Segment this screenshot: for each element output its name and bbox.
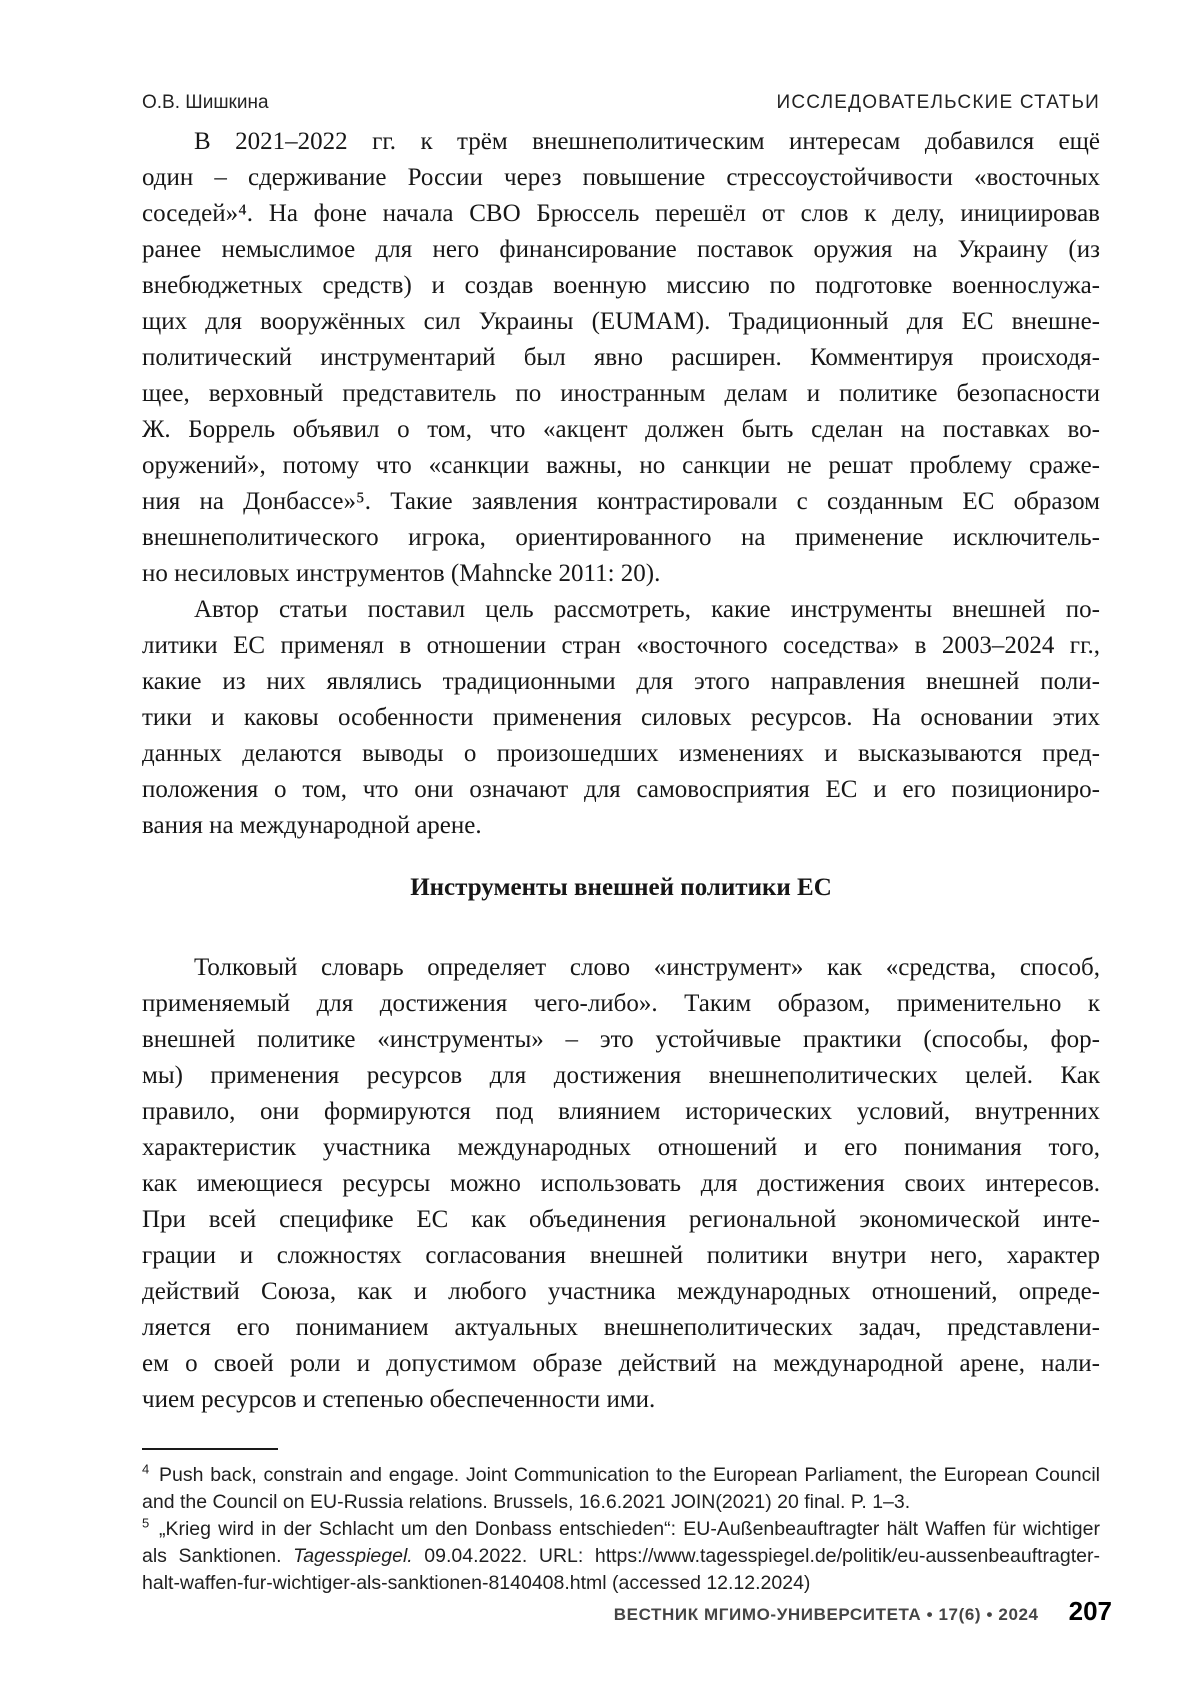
text-line: мы) применения ресурсов для достижения внешнеполитических целей. Как bbox=[142, 1062, 1100, 1089]
text-line: тики и каковы особенности применения силовых ресурсов. На основании этих bbox=[142, 704, 1100, 731]
text-line: внешнеполитического игрока, ориентированного на применение исключитель- bbox=[142, 524, 1100, 551]
text-line: чием ресурсов и степенью обеспеченности ими. bbox=[142, 1386, 656, 1413]
footnote-number: 4 bbox=[142, 1461, 150, 1477]
text-line: литики ЕС применял в отношении стран «восточного соседства» в 2003–2024 гг., bbox=[142, 632, 1100, 659]
running-head-section: ИССЛЕДОВАТЕЛЬСКИЕ СТАТЬИ bbox=[776, 92, 1100, 113]
text-line: Толковый словарь определяет слово «инструмент» как «средства, способ, bbox=[194, 954, 1100, 981]
text-line: как имеющиеся ресурсы можно использовать для достижения своих интересов. bbox=[142, 1170, 1100, 1197]
text-line: применяемый для достижения чего-либо». Таким образом, применительно к bbox=[142, 990, 1100, 1017]
text-line: один – сдерживание России через повышение стрессоустойчивости «восточных bbox=[142, 164, 1100, 191]
text-line: характеристик участника международных отношений и его понимания того, bbox=[142, 1134, 1100, 1161]
text-line: правило, они формируются под влиянием исторических условий, внутренних bbox=[142, 1098, 1100, 1125]
footnote-separator-rule bbox=[142, 1448, 278, 1450]
text-line: вания на международной арене. bbox=[142, 812, 482, 839]
footnote-number: 5 bbox=[142, 1515, 150, 1531]
paragraph bbox=[142, 592, 1100, 844]
text-line: щее, верховный представитель по иностранным делам и политике безопасности bbox=[142, 380, 1100, 407]
page-footer bbox=[614, 1596, 1112, 1627]
footer-page-number: 207 bbox=[1068, 1596, 1112, 1626]
text-line: оружений», потому что «санкции важны, но санкции не решат проблему сраже- bbox=[142, 452, 1100, 479]
footnotes-block bbox=[142, 1448, 1100, 1597]
text-line: но несиловых инструментов (Mahncke 2011: 20). bbox=[142, 560, 661, 587]
footnote-4 bbox=[142, 1462, 1100, 1516]
text-line: политический инструментарий был явно расширен. Комментируя происходя- bbox=[142, 344, 1100, 371]
text-line: В 2021–2022 гг. к трём внешнеполитическим интересам добавился ещё bbox=[194, 128, 1100, 155]
footnotes-list bbox=[142, 1462, 1100, 1597]
text-line: действий Союза, как и любого участника международных отношений, опреде- bbox=[142, 1278, 1100, 1305]
text-line: Ж. Боррель объявил о том, что «акцент должен быть сделан на поставках во- bbox=[142, 416, 1100, 443]
paragraph bbox=[142, 950, 1100, 1418]
text-line: положения о том, что они означают для самовосприятия ЕС и его позициониро- bbox=[142, 776, 1100, 803]
text-line: какие из них являлись традиционными для этого направления внешней поли- bbox=[142, 668, 1100, 695]
text-line: грации и сложностях согласования внешней политики внутри него, характер bbox=[142, 1242, 1100, 1269]
footnote-5 bbox=[142, 1516, 1100, 1597]
text-line: данных делаются выводы о произошедших изменениях и высказываются пред- bbox=[142, 740, 1100, 767]
footnote-source-title: Tagesspiegel. bbox=[293, 1545, 413, 1567]
text-line: При всей специфике ЕС как объединения региональной экономической инте- bbox=[142, 1206, 1100, 1233]
running-head-author: О.В. Шишкина bbox=[142, 92, 269, 113]
text-line: внешней политике «инструменты» – это устойчивые практики (способы, фор- bbox=[142, 1026, 1100, 1053]
text-line: ем о своей роли и допустимом образе действий на международной арене, нали- bbox=[142, 1350, 1100, 1377]
text-line: ния на Донбассе»⁵. Такие заявления контрастировали с созданным ЕС образом bbox=[142, 488, 1100, 515]
text-line: внебюджетных средств) и создав военную миссию по подготовке военнослужа- bbox=[142, 272, 1100, 299]
text-line: ляется его пониманием актуальных внешнеполитических задач, представлени- bbox=[142, 1314, 1100, 1341]
paragraph bbox=[142, 124, 1100, 592]
text-line: ранее немыслимое для него финансирование поставок оружия на Украину (из bbox=[142, 236, 1100, 263]
section-heading: Инструменты внешней политики ЕС bbox=[410, 874, 832, 901]
text-line: соседей»⁴. На фоне начала СВО Брюссель перешёл от слов к делу, инициировав bbox=[142, 200, 1100, 227]
text-line: щих для вооружённых сил Украины (EUMAM). Традиционный для ЕС внешне- bbox=[142, 308, 1100, 335]
footnote-text: 09.04.2022. URL: https://www.tagesspiegel.de/politik/eu-aussenbeauftragter-halt-waffen-fur-wichtiger-als-sanktionen-8140408.html (accessed 12.12.2024) bbox=[142, 1545, 1100, 1594]
page-header bbox=[142, 92, 1100, 114]
footer-journal-title: ВЕСТНИК МГИМО-УНИВЕРСИТЕТА • 17(6) • 2024 bbox=[613, 1605, 1039, 1624]
footnote-text: Push back, constrain and engage. Joint Communication to the European Parliament, the European Council and the Council on EU-Russia relations. Brussels, 16.6.2021 JOIN(2021) 20 final. P. 1–3. bbox=[142, 1464, 1100, 1513]
text-line: Автор статьи поставил цель рассмотреть, какие инструменты внешней по- bbox=[194, 596, 1100, 623]
article-body bbox=[142, 124, 1100, 1418]
footnote-text: „Krieg wird in der Schlacht um den Donbass entschieden“: EU-Außenbeauftragter hält Waffen für wichtiger als Sanktionen. bbox=[142, 1518, 1100, 1567]
